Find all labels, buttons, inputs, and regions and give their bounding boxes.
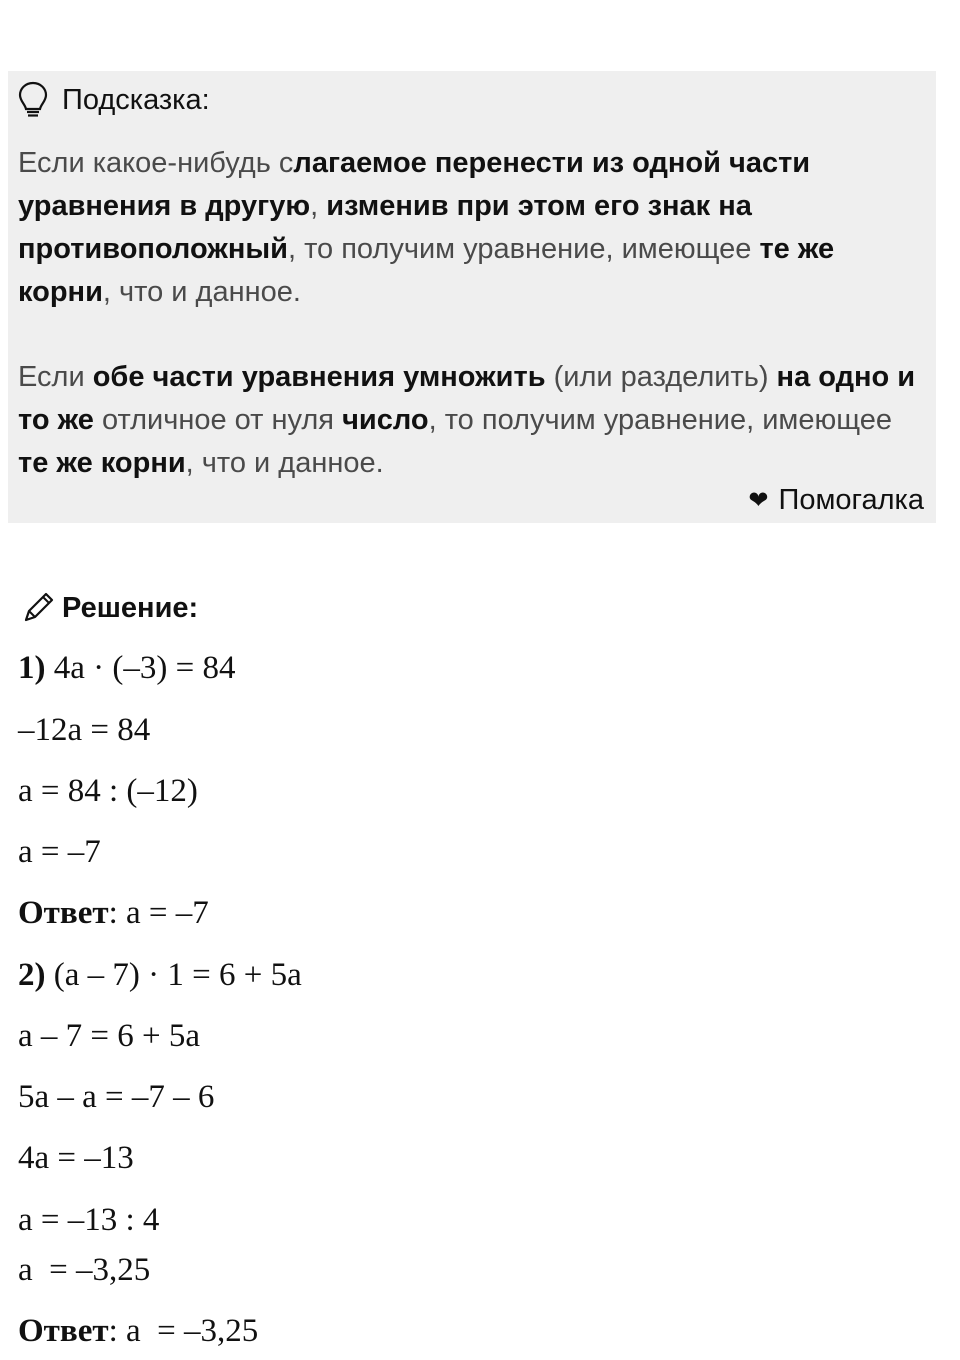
hint-text-segment: Если какое-нибудь с xyxy=(18,147,294,179)
hint-text-segment: , то получим уравнение, имеющее xyxy=(428,404,893,436)
solution-line xyxy=(18,712,150,749)
solution-line xyxy=(18,834,101,871)
solution-line xyxy=(18,957,302,994)
lightbulb-icon xyxy=(18,81,48,119)
heart-icon: ❤ xyxy=(748,487,769,514)
hint-title-text: Подсказка: xyxy=(62,83,210,116)
solution-line-text: a – 7 = 6 + 5a xyxy=(18,1018,201,1054)
solution-line-text: a = 84 : (–12) xyxy=(18,773,198,809)
solution-line xyxy=(18,1018,200,1055)
solution-line-text: : a = –7 xyxy=(108,895,209,931)
hint-text-segment: Если xyxy=(18,361,93,393)
hint-text-segment: лагаемое перенести из одной части уравнения в другую xyxy=(18,147,811,222)
pencil-icon xyxy=(20,590,56,626)
hint-paragraph-1 xyxy=(18,142,928,314)
hint-text-segment: , xyxy=(310,190,327,222)
hint-text-segment: обе части уравнения умножить xyxy=(92,361,546,393)
solution-line-text: (a – 7) · 1 = 6 + 5a xyxy=(45,957,302,993)
solution-line-text: 4a = –13 xyxy=(18,1140,134,1176)
solution-line xyxy=(18,650,235,687)
solution-line-text: 4a · (–3) = 84 xyxy=(45,650,236,686)
hint-paragraph-2 xyxy=(18,356,928,485)
solution-line-text: a = –7 xyxy=(18,834,101,870)
solution-line-text: 5a – a = –7 – 6 xyxy=(18,1079,215,1115)
hint-text-segment: число xyxy=(342,404,429,436)
solution-line-label: Ответ xyxy=(18,895,109,931)
hint-text-segment: , что и данное. xyxy=(102,276,301,308)
credit-text: Помогалка xyxy=(778,484,924,516)
solution-line xyxy=(18,1140,134,1177)
solution-title xyxy=(20,588,198,628)
solution-line-label: 1) xyxy=(18,650,46,686)
solution-title-text: Решение: xyxy=(62,591,199,624)
solution-line xyxy=(18,1079,214,1116)
hint-text-segment: те же корни xyxy=(18,447,186,479)
solution-line xyxy=(18,895,209,932)
hint-text-segment: на одно и то же xyxy=(18,361,916,436)
solution-line xyxy=(18,1252,150,1289)
solution-line xyxy=(18,773,198,810)
solution-line-text: –12a = 84 xyxy=(18,712,151,748)
solution-line-label: Ответ xyxy=(18,1313,109,1349)
solution-line-text: a = –3,25 xyxy=(18,1252,151,1288)
hint-text-segment: те же корни xyxy=(18,233,835,308)
hint-text-segment: , что и данное. xyxy=(185,447,384,479)
hint-title xyxy=(18,80,210,120)
solution-line-label: 2) xyxy=(18,957,46,993)
solution-line xyxy=(18,1202,159,1239)
credit xyxy=(748,484,924,517)
hint-text-segment: (или разделить) xyxy=(545,361,777,393)
hint-text-segment: отличное от нуля xyxy=(93,404,343,436)
hint-text-segment: изменив при этом его знак на противоположный xyxy=(18,190,752,265)
solution-line-text: a = –13 : 4 xyxy=(18,1202,160,1238)
hint-text-segment: , то получим уравнение, имеющее xyxy=(287,233,760,265)
solution-line xyxy=(18,1313,258,1350)
solution-line-text: : a = –3,25 xyxy=(108,1313,259,1349)
